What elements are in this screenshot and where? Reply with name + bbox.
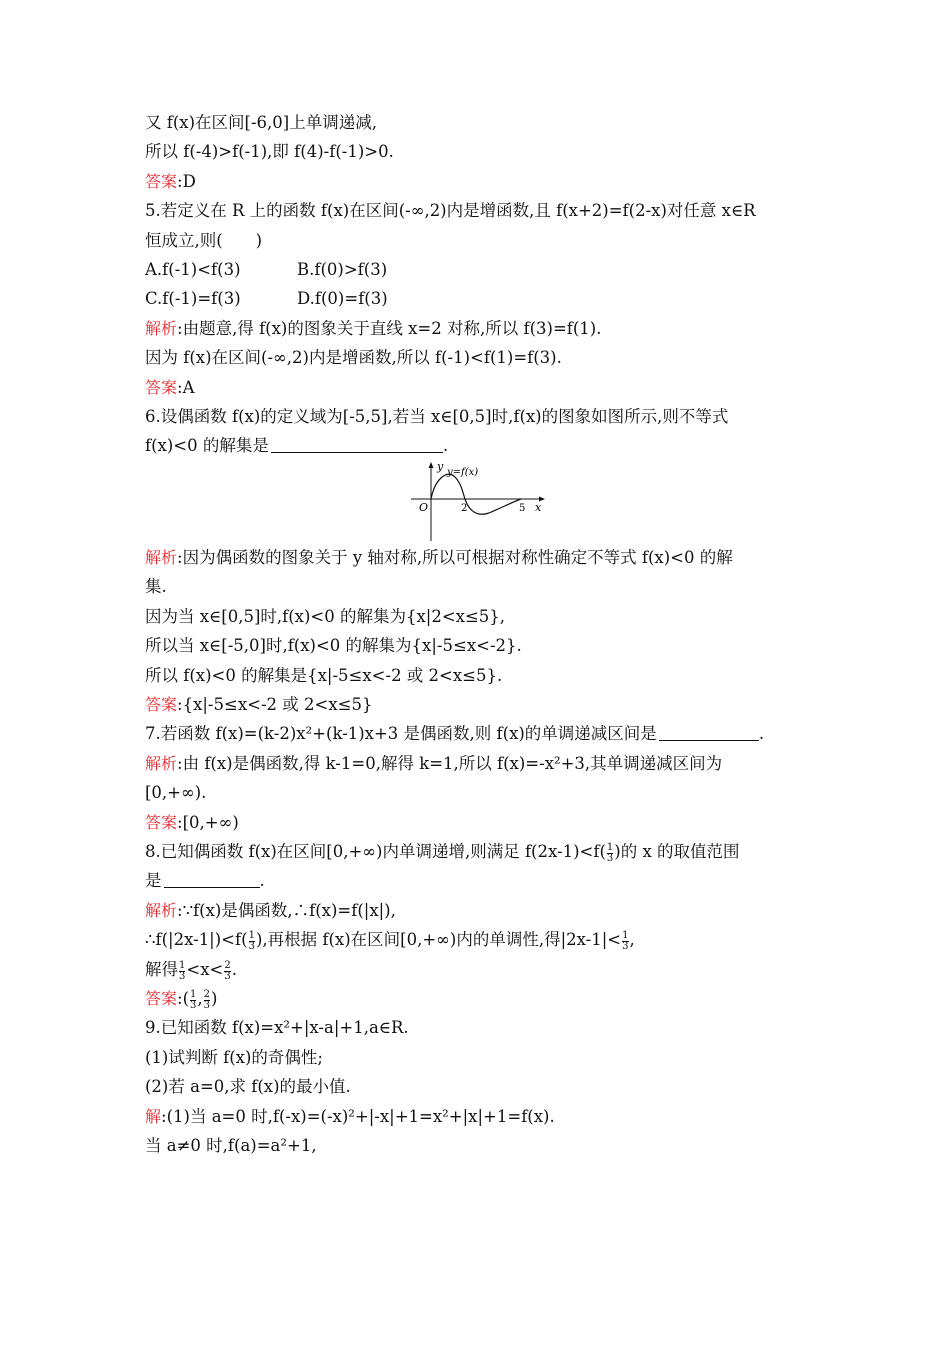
fraction: $\frac{1}{3}$ [179, 959, 186, 982]
analysis-label: 解析 [145, 900, 178, 920]
origin-label: O [419, 500, 429, 514]
answer-label: 答案 [145, 171, 178, 191]
q5-options-row2 [145, 284, 810, 313]
q6-answer: 答案:{x|-5≤x<-2 或 2<x≤5} [145, 694, 373, 714]
q7-answer: 答案:[0,+∞) [145, 812, 239, 832]
q5-stem-cont: 恒成立,则( ) [145, 230, 263, 250]
tick-label-5: 5 [519, 502, 526, 514]
q5-analysis-cont: 因为 f(x)在区间(-∞,2)内是增函数,所以 f(-1)<f(1)=f(3). [145, 348, 562, 368]
fraction: $\frac{2}{3}$ [224, 959, 231, 982]
text-line: 所以 f(-4)>f(-1),即 f(4)-f(-1)>0. [145, 142, 394, 162]
q7-stem: 7.若函数 f(x)=(k-2)x²+(k-1)x+3 是偶函数,则 f(x)的单调递减区间是 . [145, 724, 765, 744]
curve-label: y=f(x) [447, 466, 479, 478]
y-axis-arrow [429, 462, 434, 468]
analysis-label: 解析 [145, 318, 178, 338]
q5-options-row1 [145, 255, 810, 284]
q9-part1: (1)试判断 f(x)的奇偶性; [145, 1047, 323, 1067]
q7-analysis-cont: [0,+∞). [145, 783, 207, 803]
q6-stem: 6.设偶函数 f(x)的定义域为[-5,5],若当 x∈[0,5]时,f(x)的图象如图所示,则不等式 [145, 407, 729, 427]
q6-stem-cont: f(x)<0 的解集是 . [145, 436, 449, 456]
answer-label: 答案 [145, 377, 178, 397]
answer-label: 答案 [145, 812, 178, 832]
q5-answer: 答案:A [145, 377, 195, 397]
q8-answer: 答案:( $\frac{1}{3}$ , $\frac{2}{3}$ ) [145, 988, 218, 1011]
function-graph [403, 461, 553, 543]
q9-part2: (2)若 a=0,求 f(x)的最小值. [145, 1077, 351, 1097]
fraction: $\frac{2}{3}$ [203, 988, 211, 1011]
q8-analysis-cont: 解得 $\frac{1}{3}$ <x< $\frac{2}{3}$ . [145, 959, 237, 982]
option-d: D.f(0)=f(3) [297, 289, 388, 309]
function-curve [431, 474, 521, 514]
fraction: $\frac{1}{3}$ [248, 930, 255, 953]
q5-analysis: 解析:由题意,得 f(x)的图象关于直线 x=2 对称,所以 f(3)=f(1). [145, 318, 602, 338]
text-line: 又 f(x)在区间[-6,0]上单调递减, [145, 113, 377, 132]
q9-solution-cont: 当 a≠0 时,f(a)=a²+1, [145, 1136, 317, 1155]
q5-stem: 5.若定义在 R 上的函数 f(x)在区间(-∞,2)内是增函数,且 f(x+2)=f(2-x)对任意 x∈R [145, 201, 756, 221]
q8-stem-cont: 是 . [145, 871, 265, 891]
answer-blank [164, 869, 260, 888]
q6-analysis: 解析:因为偶函数的图象关于 y 轴对称,所以可根据对称性确定不等式 f(x)<0 的解 [145, 547, 733, 567]
q7-analysis: 解析:由 f(x)是偶函数,得 k-1=0,解得 k=1,所以 f(x)=-x²+3,其单调递减区间为 [145, 753, 723, 773]
q4-answer: 答案:D [145, 171, 196, 191]
analysis-label: 解析 [145, 753, 178, 773]
q8-analysis-cont: ∴f(|2x-1|)<f( $\frac{1}{3}$ ),再根据 f(x)在区间[0,+∞)内的单调性,得|2x-1|< $\frac{1}{3}$ , [145, 930, 635, 953]
answer-blank [271, 434, 443, 453]
q8-analysis: 解析:∵f(x)是偶函数,∴f(x)=f(|x|), [145, 900, 396, 920]
option-b: B.f(0)>f(3) [297, 260, 388, 280]
q6-analysis-cont: 所以 f(x)<0 的解集是{x|-5≤x<-2 或 2<x≤5}. [145, 665, 503, 685]
q6-analysis-cont: 因为当 x∈[0,5]时,f(x)<0 的解集为{x|2<x≤5}, [145, 606, 506, 626]
option-c: C.f(-1)=f(3) [145, 289, 241, 309]
fraction: $\frac{1}{3}$ [190, 988, 197, 1011]
y-label: y [437, 460, 444, 473]
q6-analysis-cont: 所以当 x∈[-5,0]时,f(x)<0 的解集为{x|-5≤x<-2}. [145, 636, 522, 656]
q9-stem: 9.已知函数 f(x)=x²+|x-a|+1,a∈R. [145, 1018, 409, 1038]
q8-stem: 8.已知偶函数 f(x)在区间[0,+∞)内单调递增,则满足 f(2x-1)<f( $\frac{1}{3}$ )的 x 的取值范围 [145, 841, 740, 864]
tick-label-2: 2 [461, 502, 468, 514]
answer-blank [659, 722, 759, 741]
x-label: x [535, 500, 542, 514]
analysis-label: 解析 [145, 547, 178, 567]
q9-solution: 解:(1)当 a=0 时,f(-x)=(-x)²+|-x|+1=x²+|x|+1=f(x). [145, 1106, 555, 1126]
solution-label: 解 [145, 1106, 162, 1126]
fraction: $\frac{1}{3}$ [606, 841, 614, 864]
document-page [145, 108, 810, 1160]
function-graph-figure [145, 461, 810, 543]
fraction: $\frac{1}{3}$ [622, 930, 629, 953]
answer-label: 答案 [145, 694, 178, 714]
option-a: A.f(-1)<f(3) [145, 260, 241, 280]
q6-analysis-cont: 集. [145, 577, 167, 597]
answer-label: 答案 [145, 988, 178, 1008]
